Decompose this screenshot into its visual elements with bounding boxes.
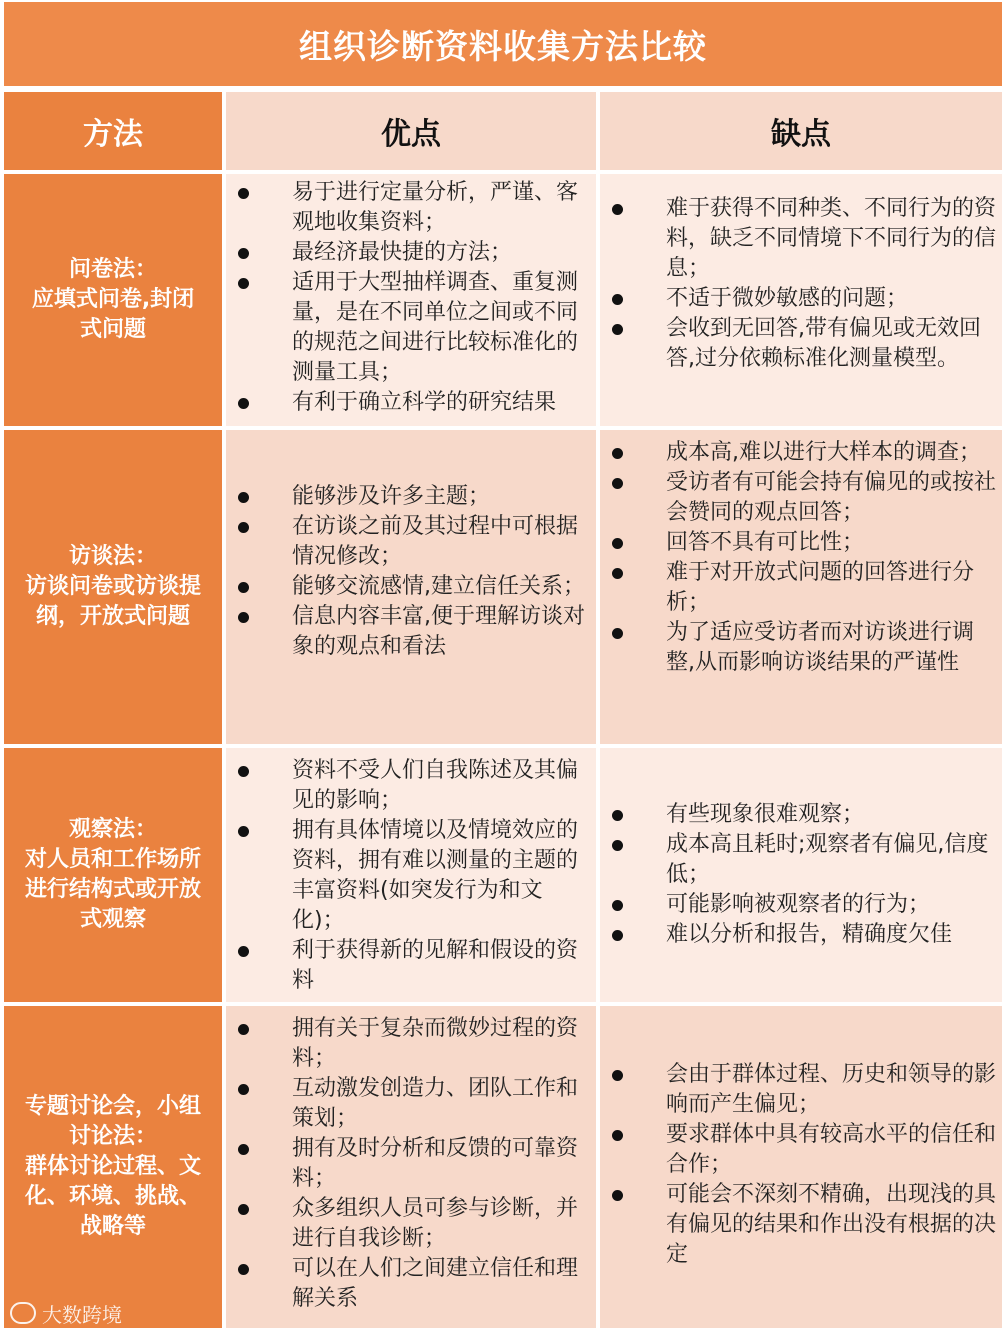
list-item: 众多组织人员可参与诊断，并进行自我诊断； xyxy=(226,1194,596,1254)
method-cell-interview xyxy=(4,430,222,744)
method-label: 问卷法： 应填式问卷,封闭 式问题 xyxy=(31,257,195,342)
pros-cell-questionnaire xyxy=(226,174,596,426)
list-item: 有利于确立科学的研究结果 xyxy=(226,388,596,418)
brand-icon xyxy=(10,1302,36,1324)
pros-cell-focus-group xyxy=(226,1006,596,1328)
list-item: 拥有关于复杂而微妙过程的资料； xyxy=(226,1014,596,1074)
cons-list xyxy=(600,1060,1002,1270)
list-item: 会收到无回答,带有偏见或无效回答,过分依赖标准化测量模型。 xyxy=(600,314,1002,374)
list-item: 资料不受人们自我陈述及其偏见的影响； xyxy=(226,756,596,816)
list-item: 成本高且耗时;观察者有偏见,信度低； xyxy=(600,830,1002,890)
list-item: 难以分析和报告，精确度欠佳 xyxy=(600,920,1002,950)
list-item: 信息内容丰富,便于理解访谈对象的观点和看法 xyxy=(226,602,596,662)
watermark-logo xyxy=(10,1298,122,1328)
cons-cell-observation xyxy=(600,748,1002,1002)
cons-cell-interview xyxy=(600,430,1002,744)
list-item: 成本高,难以进行大样本的调查； xyxy=(600,438,1002,468)
cons-list xyxy=(600,194,1002,374)
list-item: 易于进行定量分析，严谨、客观地收集资料； xyxy=(226,178,596,238)
list-item: 为了适应受访者而对访谈进行调整,从而影响访谈结果的严谨性 xyxy=(600,618,1002,678)
list-item: 有些现象很难观察； xyxy=(600,800,1002,830)
pros-list xyxy=(226,178,596,418)
pros-cell-interview xyxy=(226,430,596,744)
list-item: 最经济最快捷的方法； xyxy=(226,238,596,268)
list-item: 利于获得新的见解和假设的资料 xyxy=(226,936,596,996)
method-label: 专题讨论会，小组 讨论法： 群体讨论过程、文 化、环境、挑战、 战略等 xyxy=(24,1094,201,1239)
pros-list xyxy=(226,756,596,996)
list-item: 可以在人们之间建立信任和理解关系 xyxy=(226,1254,596,1314)
list-item: 适用于大型抽样调查、重复测量，是在不同单位之间或不同的规范之间进行比较标准化的测量工具； xyxy=(226,268,596,388)
list-item: 能够交流感情,建立信任关系； xyxy=(226,572,596,602)
method-cell-focus-group xyxy=(4,1006,222,1328)
list-item: 可能影响被观察者的行为； xyxy=(600,890,1002,920)
method-label: 访谈法： 访谈问卷或访谈提 纲，开放式问题 xyxy=(24,544,201,629)
list-item: 在访谈之前及其过程中可根据情况修改； xyxy=(226,512,596,572)
list-item: 受访者有可能会持有偏见的或按社会赞同的观点回答； xyxy=(600,468,1002,528)
list-item: 难于获得不同种类、不同行为的资料，缺乏不同情境下不同行为的信息； xyxy=(600,194,1002,284)
table-title: 组织诊断资料收集方法比较 xyxy=(4,2,1002,86)
list-item: 能够涉及许多主题； xyxy=(226,482,596,512)
list-item: 会由于群体过程、历史和领导的影响而产生偏见； xyxy=(600,1060,1002,1120)
header-pros: 优点 xyxy=(226,92,596,170)
pros-list xyxy=(226,1014,596,1314)
header-cons: 缺点 xyxy=(600,92,1002,170)
list-item: 互动激发创造力、团队工作和策划； xyxy=(226,1074,596,1134)
method-cell-observation xyxy=(4,748,222,1002)
list-item: 要求群体中具有较高水平的信任和合作； xyxy=(600,1120,1002,1180)
cons-cell-questionnaire xyxy=(600,174,1002,426)
watermark-text: 大数跨境 xyxy=(42,1302,122,1327)
header-method: 方法 xyxy=(4,92,222,170)
cons-list xyxy=(600,438,1002,678)
cons-cell-focus-group xyxy=(600,1006,1002,1328)
method-label: 观察法： 对人员和工作场所 进行结构式或开放 式观察 xyxy=(24,817,201,932)
list-item: 不适于微妙敏感的问题； xyxy=(600,284,1002,314)
list-item: 回答不具有可比性； xyxy=(600,528,1002,558)
list-item: 可能会不深刻不精确，出现浅的具有偏见的结果和作出没有根据的决定 xyxy=(600,1180,1002,1270)
list-item: 拥有及时分析和反馈的可靠资料； xyxy=(226,1134,596,1194)
list-item: 难于对开放式问题的回答进行分析； xyxy=(600,558,1002,618)
pros-cell-observation xyxy=(226,748,596,1002)
list-item: 拥有具体情境以及情境效应的资料，拥有难以测量的主题的丰富资料(如突发行为和文化)； xyxy=(226,816,596,936)
pros-list xyxy=(226,482,596,662)
cons-list xyxy=(600,800,1002,950)
method-cell-questionnaire xyxy=(4,174,222,426)
